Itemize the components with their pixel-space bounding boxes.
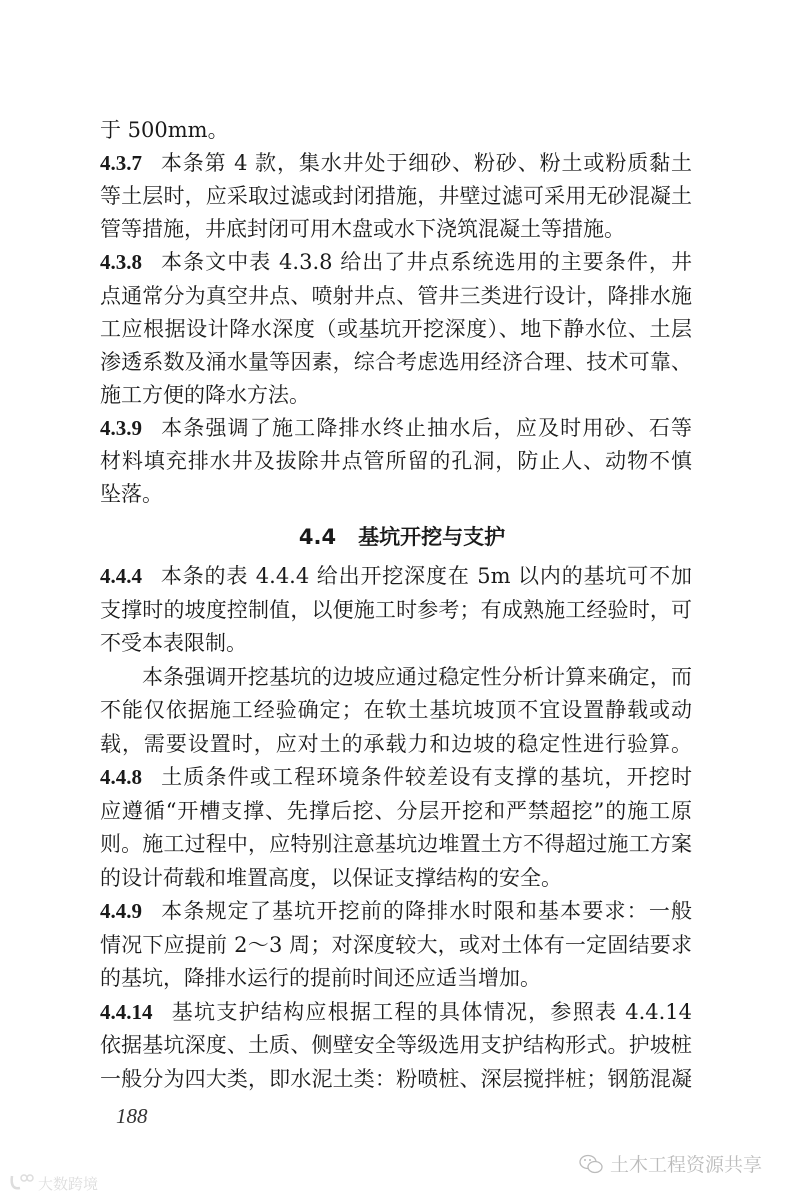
text-line [100,963,692,993]
line-text: 本条强调开挖基坑的边坡应通过稳定性分析计算来确定，而 [142,664,692,689]
text-line [100,347,692,377]
line-text: 情况下应提前 2～3 周；对深度较大，或对土体有一定固结要求 [100,932,692,957]
text-line [100,595,692,625]
line-text: 本条第 4 款，集水井处于细砂、粉砂、粉土或粉质黏土 [160,151,692,176]
text-line [100,181,692,211]
line-text: 支撑时的坡度控制值，以便施工时参考；有成熟施工经验时，可 [100,597,692,622]
text-line [100,561,692,591]
text-line [100,479,692,509]
text-line [100,380,692,410]
line-text: 应遵循“开槽支撑、先撑后挖、分层开挖和严禁超挖”的施工原 [100,798,692,823]
section-number: 4.4 [298,525,337,549]
text-line [100,997,692,1027]
line-text: 工应根据设计降水深度（或基坑开挖深度）、地下静水位、土层 [100,316,692,341]
line-text: 施工方便的降水方法。 [100,382,310,407]
text-line [100,896,692,926]
section-title: 基坑开挖与支护 [358,525,506,549]
text-line [100,930,692,960]
text-line [100,863,692,893]
clause-number: 4.3.7 [100,151,142,176]
clause-number: 4.4.8 [100,765,142,789]
text-line [100,1030,692,1060]
text-line [100,1064,692,1094]
section-heading [0,521,804,551]
line-text: 于 500mm。 [100,118,229,142]
text-line [100,762,692,792]
watermark-left [8,1172,98,1194]
line-text: 坠落。 [100,482,163,507]
line-text: 本条的表 4.4.4 给出开挖深度在 5m 以内的基坑可不加 [160,564,692,588]
brand-logo-icon [8,1172,34,1194]
text-line [100,829,692,859]
line-text: 本条规定了基坑开挖前的降排水时限和基本要求：一般 [160,899,692,923]
clause-number: 4.3.8 [100,250,142,275]
clause-number: 4.4.14 [100,999,153,1024]
text-line [100,413,692,443]
text-line [100,695,692,725]
line-text: 的设计荷载和堆置高度，以保证支撑结构的安全。 [100,865,562,890]
line-text: 本条文中表 4.3.8 给出了井点系统选用的主要条件，井 [160,250,692,275]
text-line [100,247,692,277]
line-text: 本条强调了施工降排水终止抽水后，应及时用砂、石等 [160,415,692,440]
text-line [100,281,692,311]
page-number: 188 [116,1104,148,1128]
text-line [100,628,692,658]
text-line [100,115,692,145]
text-line [100,314,692,344]
text-line [100,214,692,244]
watermark-left-text: 大数跨境 [38,1174,99,1193]
line-text: 不受本表限制。 [100,631,247,655]
line-text: 一般分为四大类，即水泥土类：粉喷桩、深层搅拌桩；钢筋混凝 [100,1066,692,1091]
clause-number: 4.3.9 [100,415,142,440]
line-text: 管等措施，井底封闭可用木盘或水下浇筑混凝土等措施。 [100,217,625,242]
line-text: 点通常分为真空井点、喷射井点、管井三类进行设计，降排水施 [100,283,692,308]
line-text: 不能仅依据施工经验确定；在软土基坑坡顶不宜设置静载或动 [100,698,692,722]
clause-number: 4.4.4 [100,564,142,588]
text-line [100,729,692,759]
text-line [100,662,692,692]
line-text: 依据基坑深度、土质、侧壁安全等级选用支护结构形式。护坡桩 [100,1033,692,1057]
line-text: 等土层时，应采取过滤或封闭措施，井壁过滤可采用无砂混凝土 [100,184,692,209]
line-text: 土质条件或工程环境条件较差设有支撑的基坑，开挖时 [160,765,692,789]
text-line [100,796,692,826]
text-line [100,446,692,476]
line-text: 渗透系数及涌水量等因素，综合考虑选用经济合理、技术可靠、 [100,349,692,374]
line-text: 基坑支护结构应根据工程的具体情况，参照表 4.4.14 [170,999,692,1024]
clause-number: 4.4.9 [100,899,142,923]
watermark-right [578,1150,762,1177]
watermark-right-text: 土木工程资源共享 [610,1154,763,1176]
text-line [100,148,692,178]
line-text: 载，需要设置时，应对土的承载力和边坡的稳定性进行验算。 [100,731,692,756]
line-text: 则。施工过程中，应特别注意基坑边堆置土方不得超过施工方案 [100,832,692,856]
wechat-icon [578,1153,604,1175]
line-text: 材料填充排水井及拔除井点管所留的孔洞，防止人、动物不慎 [100,449,692,473]
line-text: 的基坑，降排水运行的提前时间还应适当增加。 [100,966,541,990]
